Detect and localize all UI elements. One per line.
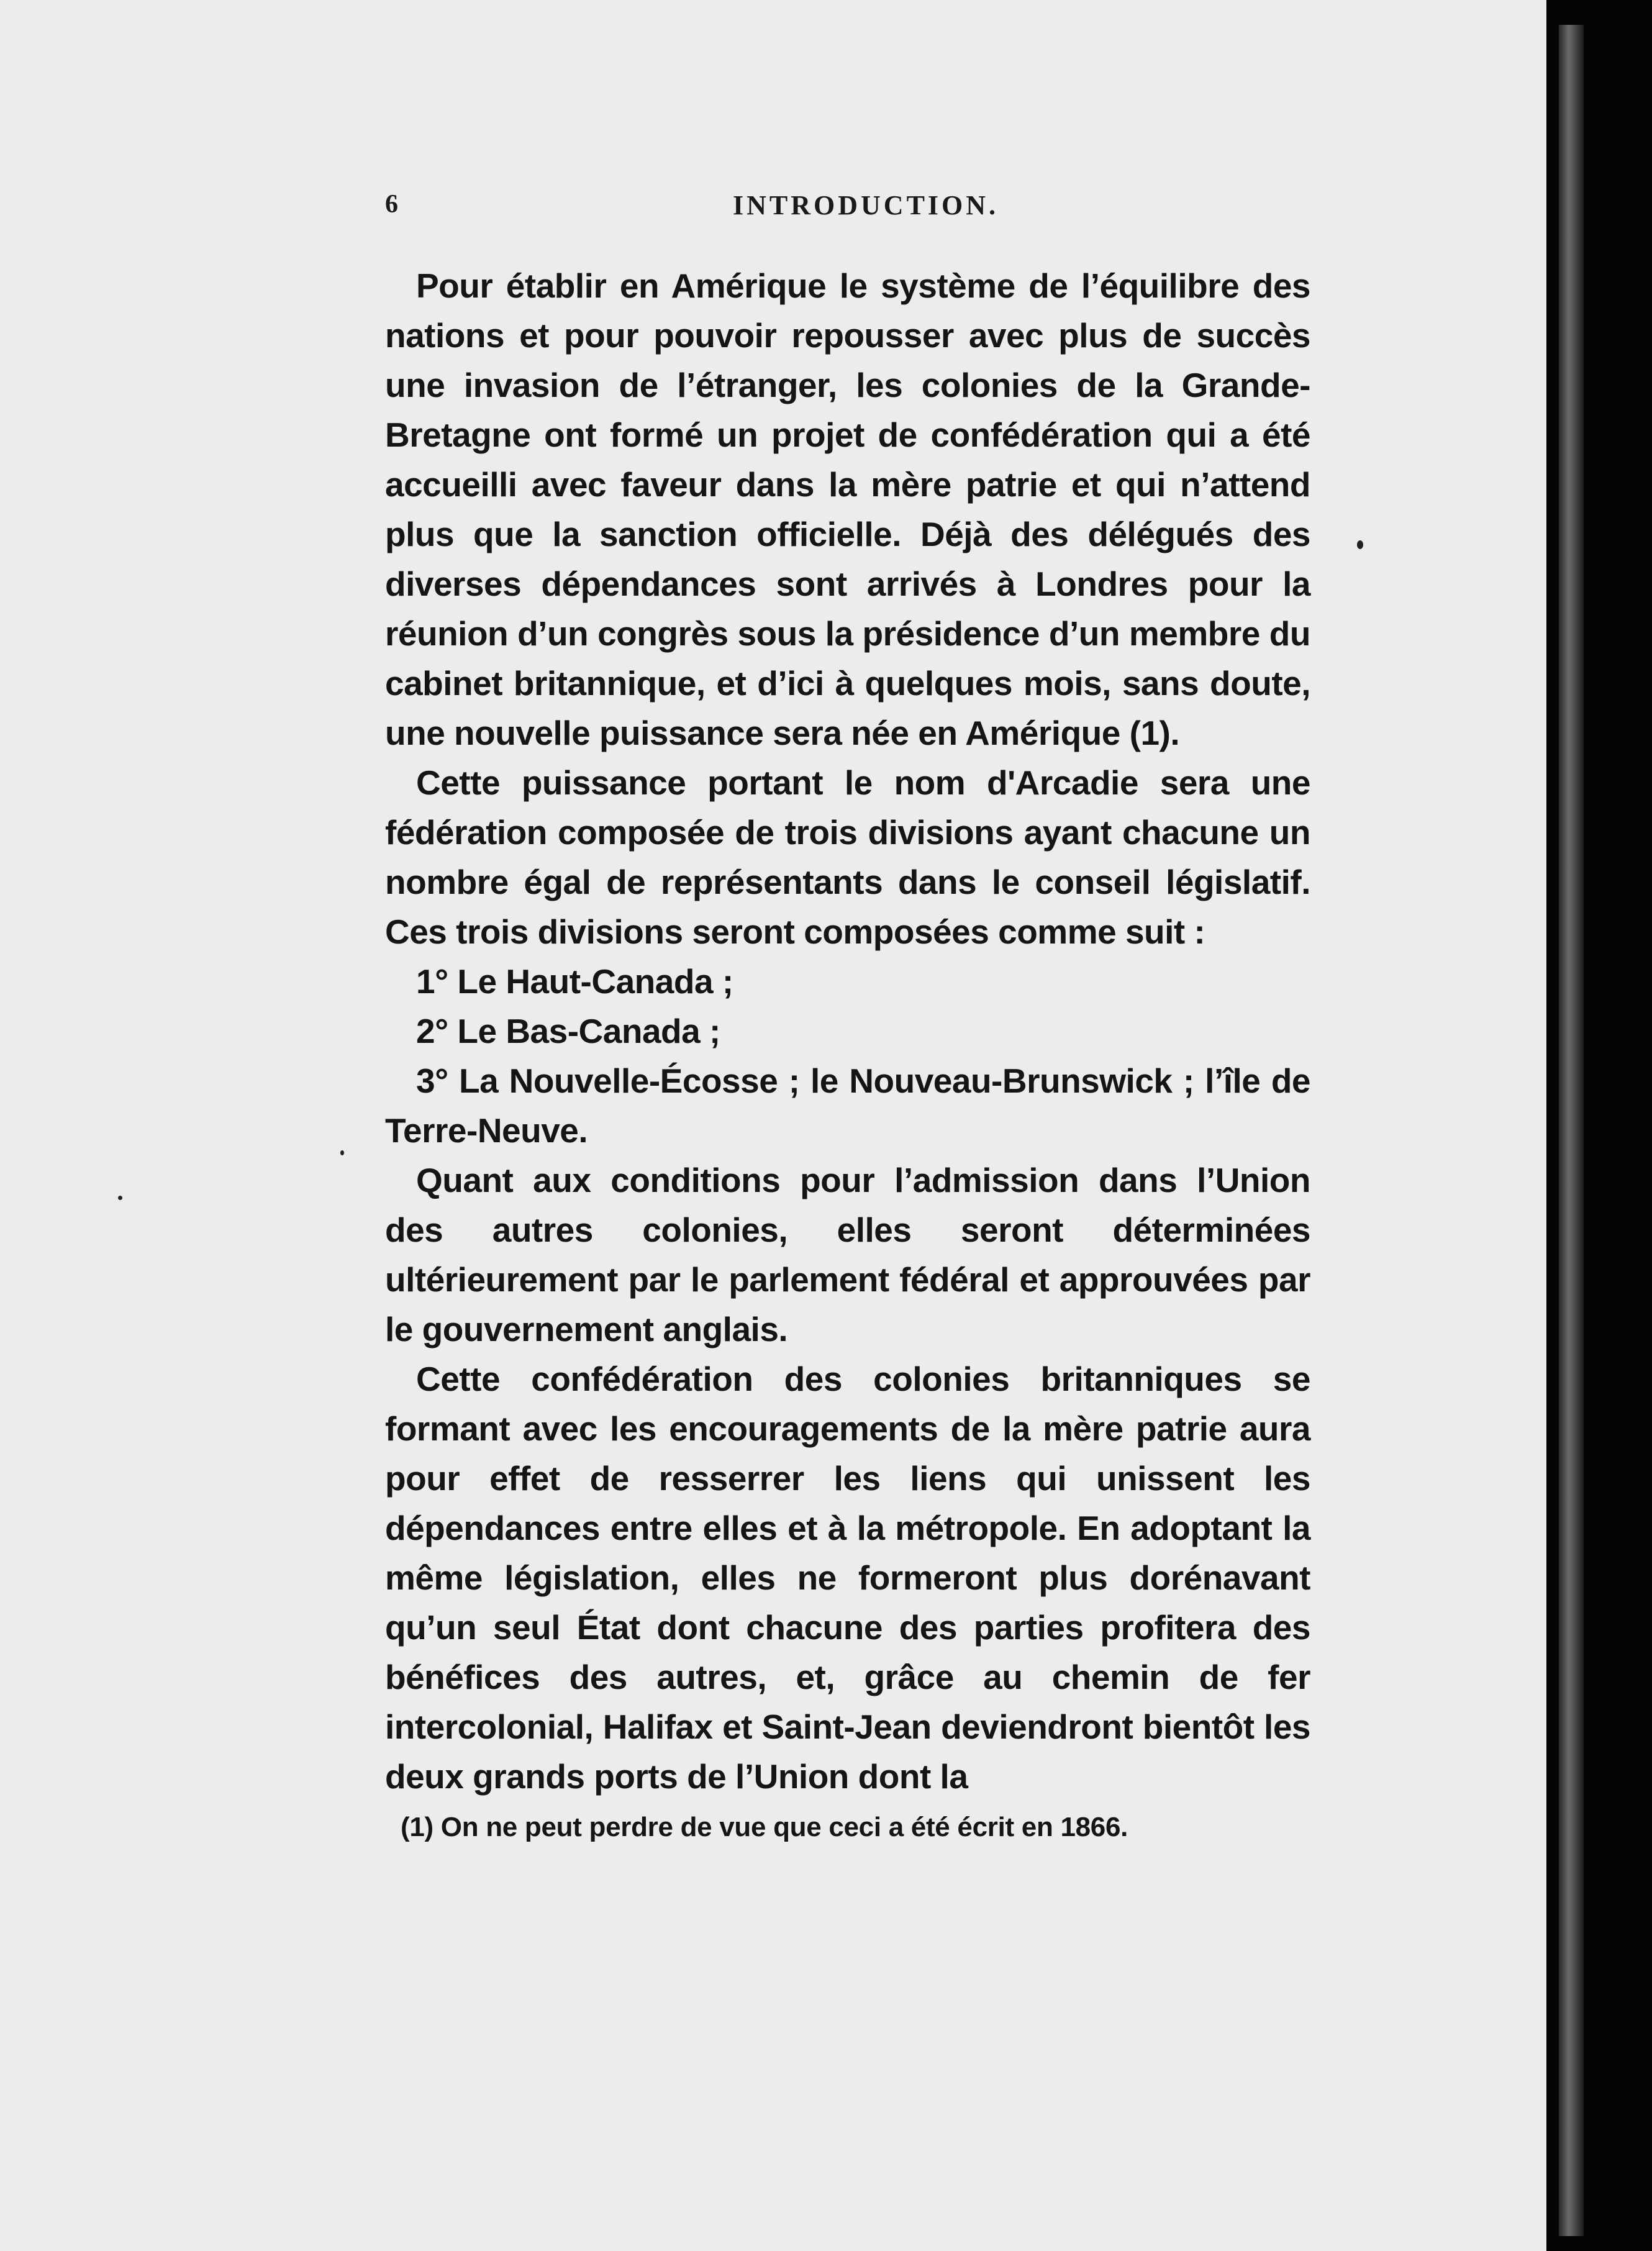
paragraph: Pour établir en Amérique le système de l’équilibre des nations et pour pouvoir repousser avec plus de succès une invasion de l’étranger, les colonies de la Grande-Bretagne ont formé un projet de confédération qui a été accueilli avec faveur dans la mère patrie et qui n’attend plus que la sanction officielle. Déjà des délégués des diverses dépendances sont arrivés à Londres pour la réunion d’un congrès sous la présidence d’un membre du cabinet britannique, et d’ici à quelques mois, sans doute, une nouvelle puissance sera née en Amérique (1).	[385, 266, 1310, 752]
list-item: 2° Le Bas-Canada ;	[416, 1012, 720, 1050]
list-item: 1° Le Haut-Canada ;	[416, 962, 733, 1001]
page-number: 6	[385, 190, 398, 219]
ink-speck	[118, 1196, 122, 1200]
list-item: 3° La Nouvelle-Écosse ; le Nouveau-Brunswick ; l’île de Terre-Neuve.	[385, 1062, 1310, 1150]
paragraph: Cette puissance portant le nom d'Arcadie sera une fédération composée de trois divisions ayant chacune un nombre égal de représentants dans le conseil législatif. Ces trois divisions seront composées comme suit :	[385, 763, 1310, 951]
paragraph: Cette confédération des colonies britanniques se formant avec les encouragements de la mère patrie aura pour effet de resserrer les liens qui unissent les dépendances entre elles et à la métropole. En adoptant la même législation, elles ne formeront plus dorénavant qu’un seul État dont chacune des parties profitera des bénéfices des autres, et, grâce au chemin de fer intercolonial, Halifax et Saint-Jean deviendront bientôt les deux grands ports de l’Union dont la	[385, 1360, 1310, 1796]
page-edge-shadow	[1559, 25, 1584, 2236]
running-title: INTRODUCTION.	[733, 190, 999, 221]
ink-speck	[1357, 540, 1363, 549]
footnote: (1) On ne peut perdre de vue que ceci a été écrit en 1866.	[401, 1812, 1128, 1842]
ink-speck	[340, 1150, 344, 1155]
page-header	[385, 189, 1310, 227]
body-text	[385, 261, 1310, 1801]
paragraph: Quant aux conditions pour l’admission dans l’Union des autres colonies, elles seront déterminées ultérieurement par le parlement fédéral et approuvées par le gouvernement anglais.	[385, 1161, 1310, 1348]
